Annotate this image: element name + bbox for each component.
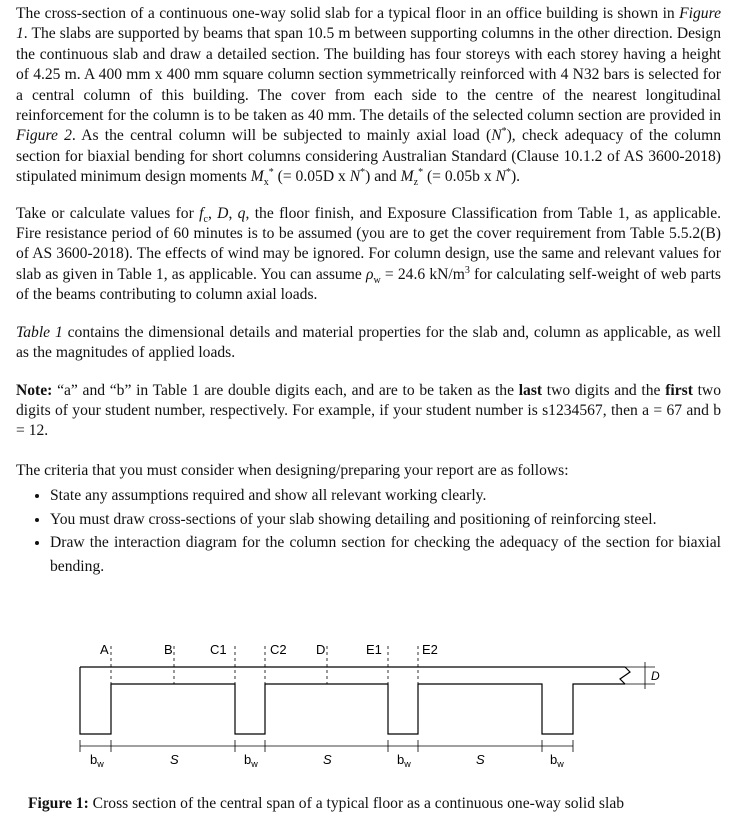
label-e1: E1 — [366, 642, 382, 657]
label-c2: C2 — [270, 642, 287, 657]
figure-caption: Figure 1: Cross section of the central span of a typical floor as a continuous one-way solid slab — [28, 795, 625, 812]
label-b: B — [164, 642, 173, 657]
paragraph-table-intro: Table 1 contains the dimensional details and material properties for the slab and, column as applicable, as well as the magnitudes of applied loads. — [16, 323, 721, 362]
slab-beam-outline — [80, 667, 625, 734]
list-item: • State any assumptions required and show all relevant working clearly. — [50, 484, 721, 508]
label-a: A — [100, 642, 109, 657]
list-item: • Draw the interaction diagram for the column section for checking the adequacy of the section for biaxial bending. — [50, 531, 721, 578]
label-c1: C1 — [210, 642, 227, 657]
paragraph-problem-statement: The cross-section of a continuous one-way solid slab for a typical floor in an office building is shown in Figure 1. The slabs are supported by beams that span 10.5 m between supporting columns in the other direction. Design the continuous slab and draw a detailed section. The building has four storeys with each storey having a height of 4.25 m. A 400 mm x 400 mm square column section symmetrically reinforced with 4 N32 bars is selected for a central column of this building. The cover from each side to the centre of the nearest longitudinal reinforcement for the column is to be taken as 40 mm. The details of the selected column section are provided in Figure 2. As the central column will be subjected to mainly axial load (N*), check adequacy of the column section for biaxial bending for short columns considering Australian Standard (Clause 10.1.2 of AS 3600-2018) stipulated minimum design moments $M_x^*$ (= 0.05D x N*) and $M_z^*$ (= 0.05b x N*). — [16, 5, 721, 189]
thickness-label: D — [651, 669, 660, 683]
list-item: • You must draw cross-sections of your slab showing detailing and positioning of reinforcing steel. — [50, 508, 721, 532]
label-e2: E2 — [422, 642, 438, 657]
label-bw-4: $b_w$ — [550, 752, 564, 769]
label-s-3: S — [476, 752, 485, 767]
criteria-list — [16, 484, 721, 578]
label-s-1: S — [170, 752, 179, 767]
document-body — [16, 4, 721, 578]
paragraph-criteria-intro: The criteria that you must consider when designing/preparing your report are as follows: — [16, 461, 569, 479]
paragraph-note: Note: “a” and “b” in Table 1 are double digits each, and are to be taken as the last two digits and the first two digits of your student number, respectively. For example, if your student number is s1234567, then a = 67 and b = 12. — [16, 381, 721, 440]
label-s-2: S — [323, 752, 332, 767]
label-bw-2: $b_w$ — [244, 752, 258, 769]
label-d: D — [316, 642, 326, 657]
paragraph-parameters: Take or calculate values for $f_c$, D, q, the floor finish, and Exposure Classification from Table 1, as applicable. Fire resistance period of 60 minutes is to be assumed (you are to get the cover requirement from Table 5.5.2(B) of AS 3600-2018). The effects of wind may be ignored. For column design, use the same and relevant values for slab as given in Table 1, as applicable. You can assume $\rho_w = 24.6$ $kN/m^3$ for calculating self-weight of web parts of the beams contributing to column axial loads. — [16, 204, 722, 304]
label-bw-1: $b_w$ — [90, 752, 104, 769]
label-bw-3: $b_w$ — [397, 752, 411, 769]
break-line — [620, 667, 630, 684]
slab-cross-section-figure — [70, 636, 730, 776]
